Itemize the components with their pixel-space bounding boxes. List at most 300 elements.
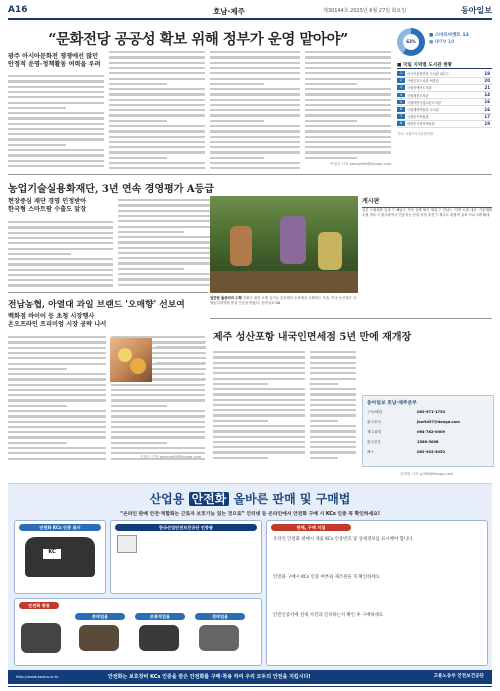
- fruit-product-photo: [110, 338, 152, 382]
- table-source: 자료: 국립아시아문화전당: [397, 132, 433, 136]
- safety-shoe-ad: [8, 483, 492, 684]
- text-line: [8, 237, 113, 239]
- directory-value: 062-971-1733: [417, 410, 445, 414]
- text-line: [8, 384, 106, 386]
- text-line: [111, 405, 167, 407]
- ad-subtitle: “온라인 판매 안전·적합화는 근로자 보호기능 있는 것으로” 인터넷 등 온라인에서 안전화 구매 시 KCs 인증 꼭 확인하세요!: [119, 512, 381, 517]
- directory-key: 팩스: [367, 450, 374, 454]
- text-line: [213, 399, 305, 401]
- text-line: [109, 125, 205, 127]
- text-line: [305, 109, 391, 111]
- donut-chart: [397, 28, 425, 56]
- text-line: [109, 141, 205, 143]
- text-line: [310, 446, 356, 448]
- text-line: [213, 351, 305, 353]
- text-line: [8, 368, 67, 370]
- text-line: [210, 83, 264, 85]
- row-name: 대한민국역사박물관: [407, 122, 435, 127]
- text-line: [310, 414, 356, 416]
- row-rank: 2: [397, 78, 405, 83]
- row-rank: 8: [397, 121, 405, 126]
- text-line: [156, 378, 206, 380]
- text-line: [8, 80, 104, 82]
- directory-key: 광고문의: [367, 420, 381, 424]
- row-name: 국립어린이청소년도서관: [407, 100, 441, 105]
- text-line: [8, 149, 104, 151]
- text-line: [210, 51, 300, 53]
- ad-title-pre: 산업용: [149, 492, 185, 506]
- text-line: [310, 367, 356, 369]
- text-line: [213, 414, 305, 416]
- text-line: [111, 389, 205, 391]
- worker-figure: [230, 226, 252, 266]
- text-line: [210, 109, 300, 111]
- text-line: [109, 104, 205, 106]
- text-line: [8, 347, 106, 349]
- text-line: [213, 388, 305, 390]
- row-count: 14: [484, 92, 490, 98]
- text-line: [305, 83, 357, 85]
- page-number: A16: [8, 5, 28, 15]
- text-line: [210, 104, 300, 106]
- text-line: [210, 120, 264, 122]
- ad-organization: 고용노동부 안전보건공단: [433, 674, 484, 679]
- text-line: [111, 384, 205, 386]
- text-line: [111, 447, 205, 449]
- text-line: [310, 409, 356, 411]
- row-count: 17: [484, 113, 490, 119]
- text-line: [8, 389, 106, 391]
- divider: [8, 174, 492, 175]
- ad-mid-panel: [110, 520, 262, 594]
- text-line: [310, 404, 356, 406]
- row-rank: 6: [397, 107, 405, 112]
- story1-subhead: [8, 53, 104, 69]
- story3-subhead-line2: 온오프라인 프리미엄 시장 공략 나서: [8, 321, 107, 328]
- text-line: [109, 93, 205, 95]
- crate-row: [210, 271, 358, 293]
- text-line: [210, 67, 300, 69]
- ad-title-em: 안전화: [189, 492, 230, 506]
- row-name: 아시아문화전당 도서관 (광주): [407, 72, 449, 76]
- text-line: [109, 78, 205, 80]
- story1-subhead-line2: 안정적 운영·정책활동 여력을 우려: [8, 61, 101, 68]
- ad-rule: 안전인증서에 실제 사진과 일치하는지 확인 후 구매하세요: [273, 613, 384, 618]
- text-line: [8, 378, 106, 380]
- story3-byline: 이형주 기자 peneye09@donga.com: [140, 455, 202, 459]
- text-line: [8, 279, 113, 281]
- row-count: 16: [484, 99, 490, 105]
- row-rank: 3: [397, 85, 405, 90]
- text-line: [8, 274, 113, 276]
- text-line: [156, 373, 186, 375]
- shoe-icon: [79, 625, 119, 651]
- text-line: [210, 151, 300, 153]
- text-line: [305, 157, 357, 159]
- directory-value: 062-992-3052: [417, 450, 445, 454]
- text-line: [111, 399, 205, 401]
- text-line: [8, 415, 106, 417]
- worker-figure: [280, 216, 306, 264]
- text-line: [213, 372, 305, 374]
- directory-row: [367, 420, 489, 425]
- text-line: [210, 136, 300, 138]
- kcs-label-icon: [117, 535, 137, 553]
- text-line: [310, 441, 356, 443]
- text-line: [310, 356, 356, 358]
- text-line: [156, 346, 206, 348]
- text-line: [305, 62, 391, 64]
- newspaper-logo: 동아일보: [461, 5, 492, 15]
- ad-left-title: 안전화 KCs 인증 표시: [19, 524, 101, 531]
- story2-body-col1: [8, 218, 113, 288]
- text-line: [8, 160, 104, 162]
- text-line: [213, 436, 305, 438]
- text-line: [111, 394, 205, 396]
- directory-row: [367, 450, 489, 455]
- text-line: [109, 136, 205, 138]
- text-line: [109, 62, 205, 64]
- shoe-icon: [139, 625, 179, 651]
- text-line: [8, 399, 106, 401]
- story1-body-col4: [305, 48, 391, 160]
- text-line: [8, 232, 113, 234]
- row-name: 국립장애인도서관: [407, 86, 432, 91]
- table-row: [397, 120, 492, 128]
- shoe-icon: [21, 623, 61, 653]
- notice-title: 게시판: [362, 196, 492, 208]
- story4-byline: 임재영 기자 jy788@donga.com: [400, 472, 454, 476]
- text-line: [213, 409, 305, 411]
- kind-heavy: 중작업용: [75, 613, 125, 620]
- text-line: [8, 133, 104, 135]
- directory-row: [367, 410, 489, 415]
- text-line: [305, 125, 391, 127]
- page-header: [8, 4, 492, 20]
- text-line: [8, 86, 104, 88]
- text-line: [213, 446, 305, 448]
- text-line: [213, 457, 268, 459]
- text-line: [213, 367, 305, 369]
- text-line: [8, 263, 113, 265]
- notice-text: 일본 드림피플 등과 ▽ 해남군 지역 상생 협약 체결 ▽ 전남도 '지역 소멸 대응' 기본계획 수립 착수 ▽ 광주광역시 인공지능 산업 육성 추진 ▽ 제주도 관광객 유치 프로그램 확대: [362, 208, 492, 218]
- text-line: [109, 72, 205, 74]
- text-line: [109, 167, 205, 169]
- text-line: [8, 154, 104, 156]
- text-line: [109, 157, 167, 159]
- text-line: [213, 441, 305, 443]
- text-line: [109, 146, 205, 148]
- ad-mid-title: 한국산업안전보건공단 인증품: [115, 524, 257, 531]
- story4-headline: 제주 성산포항 내국인면세점 5년 만에 재개장: [213, 332, 412, 343]
- text-line: [8, 144, 66, 146]
- text-line: [305, 136, 391, 138]
- ad-title-post: 올바른 판매 및 구매법: [233, 492, 351, 506]
- text-line: [305, 56, 391, 58]
- directory-key: 광주본부: [367, 440, 381, 444]
- text-line: [118, 231, 184, 233]
- row-name: 국립중앙도서관 세종관: [407, 79, 439, 84]
- library-stats-box: [397, 28, 492, 136]
- worker-figure: [318, 232, 342, 270]
- text-line: [111, 431, 205, 433]
- text-line: [111, 442, 167, 444]
- ad-left-panel: [14, 520, 106, 594]
- directory-row: [367, 430, 489, 435]
- text-line: [310, 425, 356, 427]
- donut-label: 63%: [403, 34, 419, 50]
- text-line: [213, 383, 268, 385]
- text-line: [210, 114, 300, 116]
- notice-board: [362, 196, 492, 386]
- row-rank: 7: [397, 114, 405, 119]
- text-line: [109, 114, 205, 116]
- text-line: [210, 141, 300, 143]
- text-line: [310, 351, 356, 353]
- shoe-icon: [199, 625, 239, 651]
- text-line: [8, 102, 104, 104]
- text-line: [8, 336, 106, 338]
- text-line: [305, 141, 391, 143]
- text-line: [310, 430, 356, 432]
- photo-caption-title: 일꾼한 돌준비의 수확: [210, 296, 242, 300]
- kind-normal: 보통작업용: [135, 613, 185, 620]
- text-line: [8, 221, 113, 223]
- text-line: [8, 91, 104, 93]
- directory-value: 1588-3008: [417, 440, 439, 444]
- text-line: [8, 452, 106, 454]
- directory-key: 구독/배달: [367, 410, 383, 414]
- text-line: [305, 51, 391, 53]
- text-line: [210, 93, 300, 95]
- text-line: [210, 162, 300, 164]
- text-line: [8, 410, 106, 412]
- ad-title: [8, 490, 492, 507]
- text-line: [210, 99, 300, 101]
- row-count: 16: [484, 106, 490, 112]
- text-line: [310, 393, 356, 395]
- story4-body-col1: [213, 348, 305, 460]
- ad-footer: [8, 670, 492, 684]
- text-line: [156, 341, 206, 343]
- row-count: 20: [484, 77, 490, 83]
- text-line: [213, 425, 305, 427]
- text-line: [305, 67, 391, 69]
- text-line: [156, 362, 206, 364]
- divider: [210, 318, 492, 319]
- text-line: [8, 226, 113, 228]
- text-line: [8, 123, 104, 125]
- text-line: [8, 248, 113, 250]
- ad-footer-message: 안전화는 보호장비 KCs 인증을 받은 안전화를 구매·착용 하여 우리 모두의 안전을 지킵시다!: [108, 674, 311, 680]
- row-name: 국립민속박물관: [407, 115, 429, 120]
- ad-rule: 안전화 구매시 KCs 인증 여부와 제조원을 꼭 확인하세요: [273, 575, 380, 580]
- bottom-rule: [8, 686, 492, 687]
- text-line: [305, 130, 391, 132]
- text-line: [8, 253, 71, 255]
- text-line: [310, 457, 338, 459]
- text-line: [310, 362, 356, 364]
- kind-title: 안전화 종류: [19, 602, 59, 609]
- text-line: [109, 88, 205, 90]
- text-line: [8, 447, 106, 449]
- text-line: [8, 352, 106, 354]
- text-line: [8, 258, 113, 260]
- story2-subhead-line2: 한국형 스마트팜 수출도 앞장: [8, 206, 87, 213]
- directory-value: 064-782-0009: [417, 430, 445, 434]
- text-line: [210, 146, 300, 148]
- text-line: [156, 352, 206, 354]
- directory-key: 제주취재: [367, 430, 381, 434]
- ad-rule: 온라인 안전화 판매시 제품 KCs 인증번호 및 상세정보를 표시해야 합니다: [273, 537, 413, 542]
- text-line: [310, 451, 356, 453]
- ad-right-title: 판매, 구매 지침: [271, 524, 351, 531]
- text-line: [109, 130, 205, 132]
- text-line: [109, 162, 205, 164]
- kind-light: 경작업용: [195, 613, 245, 620]
- legend-item-0: ■ 스마트마켓트 13: [429, 33, 469, 38]
- text-line: [213, 404, 305, 406]
- text-line: [210, 88, 300, 90]
- text-line: [213, 356, 305, 358]
- text-line: [8, 431, 106, 433]
- fruit-shape: [118, 348, 132, 362]
- text-line: [213, 393, 305, 395]
- story3-photo-caption: [156, 338, 206, 382]
- text-line: [109, 99, 205, 101]
- text-line: [8, 284, 113, 286]
- text-line: [213, 362, 305, 364]
- text-line: [8, 405, 67, 407]
- text-line: [305, 151, 391, 153]
- text-line: [210, 130, 300, 132]
- row-count: 18: [484, 70, 490, 76]
- text-line: [213, 420, 268, 422]
- story2-subhead-line1: 현장중심 재단 경영 인정받아: [8, 198, 87, 205]
- text-line: [310, 372, 356, 374]
- row-rank: 4: [397, 93, 405, 98]
- ad-kinds-panel: [14, 598, 262, 666]
- text-line: [8, 117, 104, 119]
- text-line: [109, 51, 205, 53]
- text-line: [210, 56, 300, 58]
- text-line: [305, 93, 391, 95]
- divider: [8, 292, 208, 293]
- text-line: [210, 62, 300, 64]
- text-line: [210, 157, 264, 159]
- text-line: [310, 388, 356, 390]
- text-line: [111, 421, 205, 423]
- text-line: [109, 109, 205, 111]
- text-line: [8, 436, 106, 438]
- text-line: [305, 78, 391, 80]
- story3-subhead: [8, 313, 158, 329]
- text-line: [156, 357, 206, 359]
- ad-url[interactable]: http://www.kosha.or.kr: [16, 674, 59, 679]
- text-line: [210, 72, 300, 74]
- story3-headline: 전남농협, 아열대 과일 브랜드 '오매향' 선보여: [8, 300, 185, 310]
- text-line: [213, 378, 305, 380]
- text-line: [8, 165, 104, 167]
- row-count: 21: [484, 84, 490, 90]
- text-line: [305, 104, 391, 106]
- story1-body-col1: [8, 72, 104, 170]
- text-line: [305, 99, 391, 101]
- text-line: [310, 399, 356, 401]
- text-line: [8, 269, 113, 271]
- row-name: 국립해양박물관 도서관: [407, 108, 439, 112]
- story2-headline: 농업기술실용화재단, 3년 연속 경영평가 A등급: [8, 184, 215, 195]
- row-name: 국립세종도서관: [407, 93, 429, 98]
- notice-body: [362, 208, 492, 378]
- text-line: [8, 341, 106, 343]
- text-line: [8, 373, 106, 375]
- issue-date: 제30144호 2025년 6월 27일 화요일: [323, 8, 407, 14]
- bureau-directory: [362, 395, 494, 467]
- text-line: [111, 410, 205, 412]
- text-line: [118, 268, 184, 270]
- legend-item-1: ■ IPTV 18: [429, 40, 455, 45]
- text-line: [8, 112, 104, 114]
- ad-right-panel: [266, 520, 488, 666]
- text-line: [8, 363, 106, 365]
- text-line: [305, 88, 391, 90]
- text-line: [310, 420, 338, 422]
- story4-body-col2: [310, 348, 356, 460]
- text-line: [305, 114, 391, 116]
- text-line: [8, 421, 106, 423]
- text-line: [8, 96, 104, 98]
- fruit-shape: [130, 358, 146, 374]
- text-line: [109, 151, 205, 153]
- text-line: [156, 368, 206, 370]
- text-line: [111, 415, 205, 417]
- text-line: [310, 383, 338, 385]
- section-name: 호남·제주: [213, 7, 245, 16]
- text-line: [111, 436, 205, 438]
- kcs-mark-icon: KC: [43, 549, 61, 559]
- text-line: [8, 394, 106, 396]
- row-rank: 1: [397, 71, 405, 76]
- text-line: [8, 242, 113, 244]
- photo-caption-text: 강원도 평창 소재 유기농 블루베리 농장에서 수확하는 모습. 이곳 농산물은 국립농업과학원 품질 인증을 받았다. 동아일보 DB: [210, 296, 357, 305]
- text-line: [210, 78, 300, 80]
- text-line: [305, 120, 357, 122]
- directory-value: jkw9457@donga.com: [417, 420, 460, 424]
- photo-caption: [210, 296, 358, 306]
- story1-byline: 이형주 기자 peneye09@donga.com: [330, 162, 392, 166]
- text-line: [8, 458, 106, 460]
- text-line: [109, 56, 205, 58]
- text-line: [109, 120, 167, 122]
- text-line: [210, 167, 300, 169]
- main-headline: “문화전당 공공성 확보 위해 정부가 운영 맡아야”: [48, 31, 348, 48]
- text-line: [305, 72, 391, 74]
- text-line: [111, 426, 205, 428]
- story3-body-col1: [8, 333, 106, 461]
- text-line: [8, 357, 106, 359]
- text-line: [109, 67, 205, 69]
- table-title: ■ 국립 지역별 도서관 현황: [397, 62, 492, 69]
- story2-subhead: [8, 198, 118, 214]
- text-line: [305, 146, 391, 148]
- text-line: [8, 426, 106, 428]
- text-line: [310, 436, 356, 438]
- story1-subhead-line1: 광주 아시아문화전 쟁쟁에선 많던: [8, 53, 99, 60]
- text-line: [210, 125, 300, 127]
- directory-row: [367, 440, 489, 445]
- text-line: [8, 128, 104, 130]
